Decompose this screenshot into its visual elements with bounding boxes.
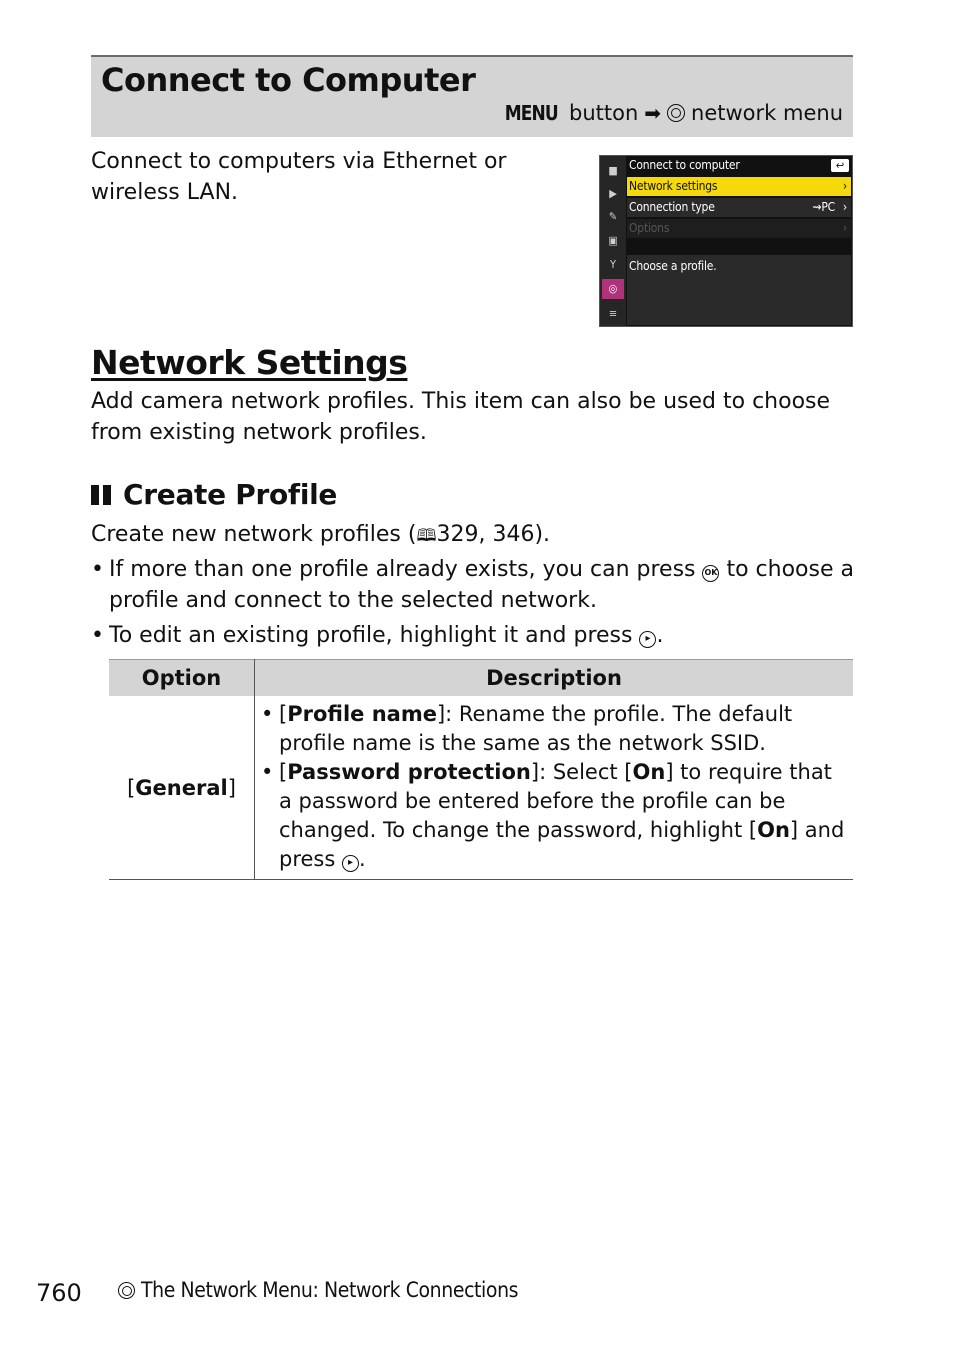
menu-button-icon: MENU [505,101,559,125]
my-menu-icon: ≡ [608,307,618,320]
bracket: [ [279,702,288,726]
column-header-description: Description [255,660,854,697]
camera-menu-title: Connect to computer [629,158,740,172]
subsection-heading [91,478,337,511]
chevron-right-icon: › [842,179,847,193]
network-menu-text: network menu [691,101,843,125]
setting-description: ] to require that a password be entered before the profile can be changed. To change the password, highlight [ [279,760,832,842]
multi-selector-right-icon: ▸ [342,855,359,872]
setting-description: ]: Rename the profile. The default profile name is the same as the network SSID. [279,702,793,755]
footer-text: The Network Menu: Network Connections [141,1278,519,1302]
bullet-text: If more than one profile already exists, you can press [109,557,703,582]
arrow-right-icon: ➡ [644,101,662,125]
button-text: button [569,101,639,125]
bullet-list [91,554,861,655]
list-item [91,554,861,616]
footer [118,1278,518,1302]
camera-menu-item-label: Network settings [629,179,718,193]
network-icon: ◎ [602,279,624,299]
playback-icon: ▣ [608,234,618,247]
bullet-text: . [656,623,664,648]
multi-selector-right-icon: ▸ [639,631,656,648]
chevron-right-icon: › [842,200,847,214]
ok-button-icon: OK [702,565,719,582]
setting-value: On [757,818,790,842]
setting-description: . [358,847,366,871]
setting-name: Profile name [287,702,437,726]
intro-paragraph: Connect to computers via Ethernet or wireless LAN. [91,149,507,205]
network-icon [667,104,685,122]
list-item [91,620,861,651]
table-header-row [109,660,853,697]
list-item [261,700,845,758]
camera-menu-item-network-settings [627,177,851,196]
bracket: [ [127,775,136,800]
bracket: [ [279,760,288,784]
description-cell [255,696,854,880]
bracket: ] [227,775,236,800]
section-header [91,55,853,137]
section-description: Add camera network profiles. This item can also be used to choose from existing network profiles. [91,389,831,445]
camera-menu-item-options [627,219,851,238]
camera-menu-item-connection-type [627,198,851,217]
back-icon: ↩ [831,159,849,172]
camera-menu-item-value: ⇝PC [812,200,835,214]
setting-name: Password protection [287,760,531,784]
pencil-icon: ✎ [608,210,618,223]
wrench-icon: Y [609,258,617,271]
subsection-title: Create Profile [123,478,338,511]
list-item [261,758,845,874]
setting-description: ]: Select [ [530,760,633,784]
options-table [109,659,853,880]
setting-value: On [632,760,666,784]
section-title: Network Settings [91,343,408,382]
book-icon: 🕮 [416,526,437,546]
table-row [109,696,853,880]
menu-path [500,101,843,125]
camera-menu-sidebar [600,156,626,326]
camera-menu-item-label: Options [629,221,670,235]
option-name: General [135,775,228,800]
option-cell [109,696,255,880]
bullet-text: To edit an existing profile, highlight it and press [109,623,640,648]
column-header-option: Option [109,660,255,697]
movie-icon: ▶ [609,187,617,200]
setting-description: ] and press [279,818,845,871]
bullet-text: to choose a profile and connect to the selected network. [109,557,854,613]
camera-help-text: Choose a profile. [627,255,851,325]
page-reference-link[interactable]: 329, 346). [436,522,551,547]
intro-prefix: Create new network profiles ( [91,522,417,547]
page-title: Connect to Computer [101,61,476,99]
camera-menu-item-label: Connection type [629,200,715,214]
camera-icon: ■ [608,164,618,177]
page-number: 760 [36,1279,82,1307]
network-icon [118,1282,135,1299]
subsection-intro [91,519,550,552]
chevron-right-icon: › [842,221,847,235]
camera-screen [599,155,853,327]
heading-marker-icon [91,485,111,505]
